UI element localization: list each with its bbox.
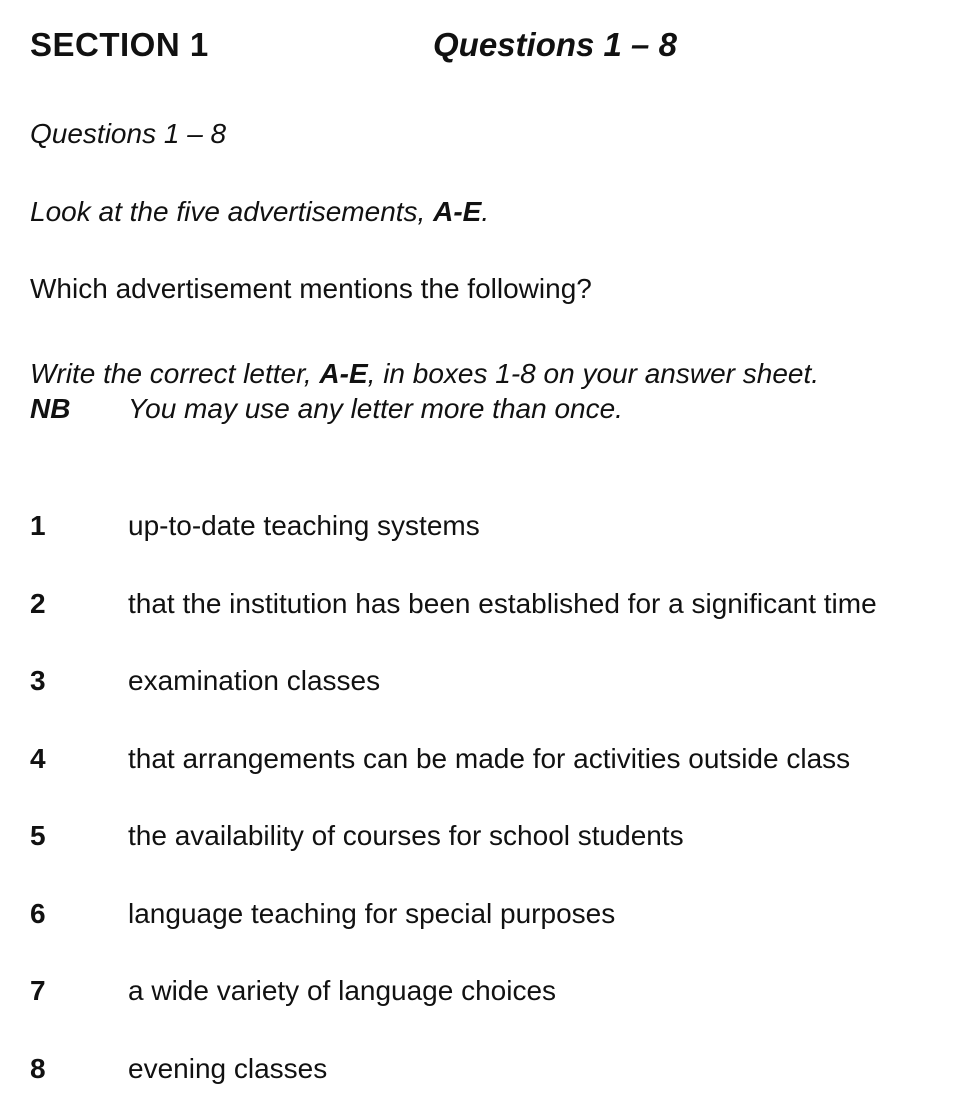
instruction-look-post: . xyxy=(481,196,490,227)
question-text: that the institution has been established for a significant time xyxy=(128,587,877,619)
question-number: 7 xyxy=(30,975,46,1006)
question-row xyxy=(30,664,948,698)
instruction-write-block xyxy=(30,356,948,426)
instruction-write-pre: Write the correct letter, xyxy=(30,358,320,389)
instruction-which: Which advertisement mentions the following? xyxy=(30,273,592,304)
question-number: 2 xyxy=(30,587,46,619)
section-title: SECTION 1 xyxy=(30,26,209,63)
question-number: 1 xyxy=(30,510,46,541)
question-number: 6 xyxy=(30,897,46,929)
question-row xyxy=(30,974,948,1008)
question-number: 3 xyxy=(30,665,46,696)
question-number: 8 xyxy=(30,1052,46,1084)
question-row xyxy=(30,819,948,853)
instruction-look xyxy=(30,194,948,229)
question-text: a wide variety of language choices xyxy=(128,975,557,1006)
nb-text: You may use any letter more than once. xyxy=(128,393,623,424)
instruction-write-post: , in boxes 1-8 on your answer sheet. xyxy=(367,358,820,389)
question-row xyxy=(30,509,948,543)
page-header xyxy=(30,26,948,66)
question-text: language teaching for special purposes xyxy=(128,897,616,929)
instruction-look-pre: Look at the five advertisements, xyxy=(30,196,434,227)
nb-label: NB xyxy=(30,393,71,424)
question-text: examination classes xyxy=(128,665,381,696)
question-text: up-to-date teaching systems xyxy=(128,510,480,541)
questions-subtitle: Questions 1 – 8 xyxy=(30,118,227,149)
instruction-look-letters: A-E xyxy=(433,196,482,227)
question-row xyxy=(30,897,948,931)
question-number: 5 xyxy=(30,820,46,851)
instruction-write xyxy=(30,356,948,391)
question-row xyxy=(30,1052,948,1086)
question-row xyxy=(30,587,948,621)
nb-note xyxy=(30,391,948,426)
question-text: the availability of courses for school students xyxy=(128,820,684,851)
question-text: that arrangements can be made for activities outside class xyxy=(128,742,851,774)
instruction-write-letters: A-E xyxy=(319,358,368,389)
question-row xyxy=(30,742,948,776)
questions-list xyxy=(30,509,948,1086)
questions-range-title: Questions 1 – 8 xyxy=(433,26,677,63)
question-text: evening classes xyxy=(128,1052,328,1084)
question-number: 4 xyxy=(30,742,46,774)
